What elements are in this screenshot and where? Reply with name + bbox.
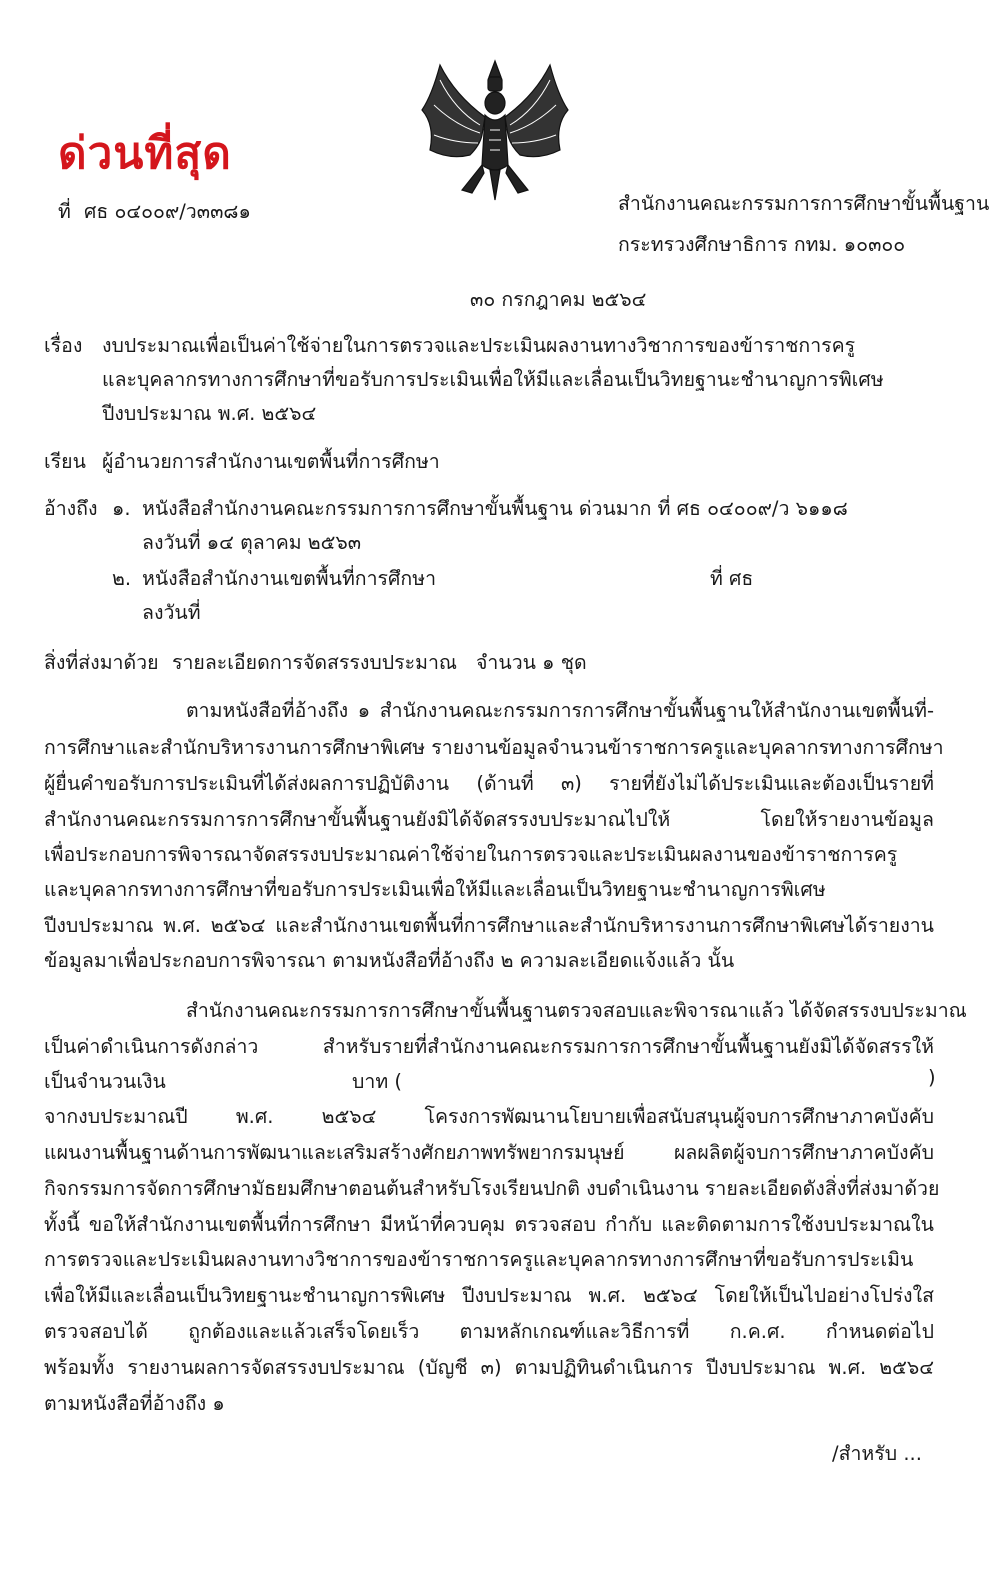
enclosure-label: สิ่งที่ส่งมาด้วย	[44, 651, 159, 674]
reference-2-text: หนังสือสำนักงานเขตพื้นที่การศึกษา	[142, 567, 437, 590]
recipient-text: ผู้อำนวยการสำนักงานเขตพื้นที่การศึกษา	[102, 450, 440, 473]
subject-line: งบประมาณเพื่อเป็นค่าใช้จ่ายในการตรวจและประเมินผลงานทางวิชาการของข้าราชการครู	[102, 334, 856, 357]
body-paragraph-2-line: ตรวจสอบได้ ถูกต้องและแล้วเสร็จโดยเร็ว ตามหลักเกณฑ์และวิธีการที่ ก.ค.ศ. กำหนดต่อไป	[44, 1320, 934, 1343]
body-paragraph-1-line: สำนักงานคณะกรรมการการศึกษาขั้นพื้นฐานยังมิได้จัดสรรงบประมาณไปให้ โดยให้รายงานข้อมูล	[44, 808, 934, 831]
body-paragraph-1-line: เพื่อประกอบการพิจารณาจัดสรรงบประมาณค่าใช้จ่ายในการตรวจและประเมินผลงานของข้าราชการครู	[44, 843, 898, 866]
doc-number-label: ที่	[58, 200, 71, 223]
reference-label: อ้างถึง	[44, 497, 98, 520]
body-paragraph-2-line: พร้อมทั้ง รายงานผลการจัดสรรงบประมาณ (บัญชี ๓) ตามปฏิทินดำเนินการ ปีงบประมาณ พ.ศ. ๒๕๖๔	[44, 1356, 934, 1379]
body-paragraph-2-line: กิจกรรมการจัดการศึกษามัธยมศึกษาตอนต้นสำหรับโรงเรียนปกติ งบดำเนินงาน รายละเอียดดังสิ่งที่ส่งมาด้วย	[44, 1177, 940, 1200]
reference-1-date: ลงวันที่ ๑๔ ตุลาคม ๒๕๖๓	[142, 531, 362, 554]
body-paragraph-2-line: เป็นค่าดำเนินการดังกล่าว สำหรับรายที่สำนักงานคณะกรรมการการศึกษาขั้นพื้นฐานยังมิได้จัดสรรให้	[44, 1035, 934, 1058]
body-paragraph-2-line: ทั้งนี้ ขอให้สำนักงานเขตพื้นที่การศึกษา มีหน้าที่ควบคุม ตรวจสอบ กำกับ และติดตามการใช้งบประมาณใน	[44, 1213, 934, 1236]
letter-date: ๓๐ กรกฎาคม ๒๕๖๔	[470, 288, 647, 311]
reference-1-text: หนังสือสำนักงานคณะกรรมการการศึกษาขั้นพื้นฐาน ด่วนมาก ที่ ศธ ๐๔๐๐๙/ว ๖๑๑๘	[142, 497, 848, 520]
body-paragraph-1-line: ปีงบประมาณ พ.ศ. ๒๕๖๔ และสำนักงานเขตพื้นที่การศึกษาและสำนักบริหารงานการศึกษาพิเศษได้รายงาน	[44, 914, 934, 937]
body-paragraph-2-line: แผนงานพื้นฐานด้านการพัฒนาและเสริมสร้างศักยภาพทรัพยากรมนุษย์ ผลผลิตผู้จบการศึกษาภาคบังคับ	[44, 1141, 934, 1164]
body-paragraph-1-line: และบุคลากรทางการศึกษาที่ขอรับการประเมินเพื่อให้มีและเลื่อนเป็นวิทยฐานะชำนาญการพิเศษ	[44, 878, 826, 901]
body-paragraph-2-line: สำนักงานคณะกรรมการการศึกษาขั้นพื้นฐานตรวจสอบและพิจารณาแล้ว ได้จัดสรรงบประมาณ	[186, 999, 967, 1022]
reference-1-number: ๑.	[112, 497, 131, 520]
subject-label: เรื่อง	[44, 334, 83, 357]
body-paragraph-2-line: จากงบประมาณปี พ.ศ. ๒๕๖๔ โครงการพัฒนานโยบายเพื่อสนับสนุนผู้จบการศึกษาภาคบังคับ	[44, 1105, 934, 1128]
reference-2-date: ลงวันที่	[142, 601, 201, 624]
body-paragraph-1-line: ข้อมูลมาเพื่อประกอบการพิจารณา ตามหนังสือที่อ้างถึง ๒ ความละเอียดแจ้งแล้ว นั้น	[44, 949, 735, 972]
subject-line: ปีงบประมาณ พ.ศ. ๒๕๖๔	[102, 402, 317, 425]
body-paragraph-1-line: ตามหนังสือที่อ้างถึง ๑ สำนักงานคณะกรรมการการศึกษาขั้นพื้นฐานให้สำนักงานเขตพื้นที่-	[186, 699, 934, 722]
enclosure-text: รายละเอียดการจัดสรรงบประมาณ	[172, 651, 458, 674]
enclosure-quantity: จำนวน ๑ ชุด	[476, 651, 587, 674]
body-paragraph-1-line: ผู้ยื่นคำขอรับการประเมินที่ได้ส่งผลการปฏิบัติงาน (ด้านที่ ๓) รายที่ยังไม่ได้ประเมินและต้องเป็นรายที่	[44, 772, 934, 795]
office-name: สำนักงานคณะกรรมการการศึกษาขั้นพื้นฐาน	[618, 192, 990, 215]
body-paragraph-1-line: การศึกษาและสำนักบริหารงานการศึกษาพิเศษ รายงานข้อมูลจำนวนข้าราชการครูและบุคลากรทางการศึกษา	[44, 736, 944, 759]
reference-2-number-field: ที่ ศธ	[710, 567, 754, 590]
garuda-emblem-icon	[410, 55, 580, 205]
baht-label: บาท (	[352, 1070, 402, 1093]
amount-close-paren: )	[928, 1066, 936, 1089]
reference-2-number: ๒.	[112, 567, 132, 590]
body-paragraph-2-line: เพื่อให้มีและเลื่อนเป็นวิทยฐานะชำนาญการพิเศษ ปีงบประมาณ พ.ศ. ๒๕๖๔ โดยให้เป็นไปอย่างโปร่งใส	[44, 1284, 934, 1307]
subject-line: และบุคลากรทางการศึกษาที่ขอรับการประเมินเพื่อให้มีและเลื่อนเป็นวิทยฐานะชำนาญการพิเศษ	[102, 368, 884, 391]
amount-label: เป็นจำนวนเงิน	[44, 1070, 166, 1093]
body-paragraph-2-line: การตรวจและประเมินผลงานทางวิชาการของข้าราชการครูและบุคลากรทางการศึกษาที่ขอรับการประเมิน	[44, 1248, 914, 1271]
recipient-label: เรียน	[44, 450, 86, 473]
continuation-marker: /สำหรับ ...	[832, 1442, 922, 1465]
urgency-stamp: ด่วนที่สุด	[58, 128, 232, 179]
office-address: กระทรวงศึกษาธิการ กทม. ๑๐๓๐๐	[618, 233, 906, 256]
doc-number: ศธ ๐๔๐๐๙/ว๓๓๘๑	[84, 200, 251, 223]
body-paragraph-2-line: ตามหนังสือที่อ้างถึง ๑	[44, 1392, 225, 1415]
